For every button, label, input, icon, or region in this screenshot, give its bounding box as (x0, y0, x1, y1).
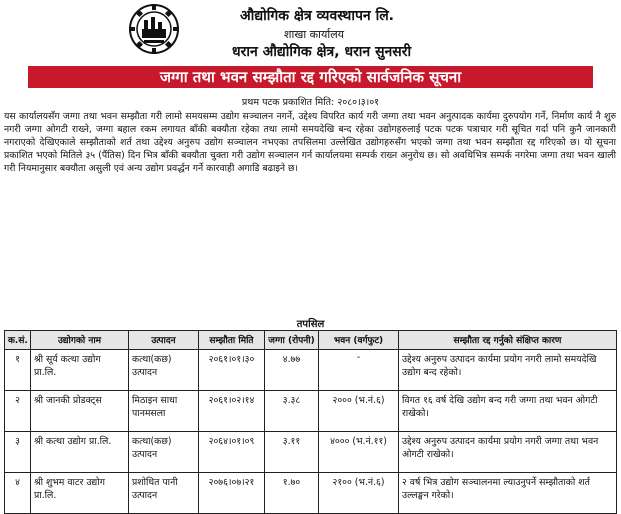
cell-sn: २ (5, 391, 31, 432)
cell-land: १.७० (265, 473, 319, 514)
branch-office-name: धरान औद्योगिक क्षेत्र, धरान सुनसरी (232, 44, 412, 60)
cell-reason: २ वर्ष भित्र उद्योग सञ्चालनमा ल्याउनुपर्ने सम्झौताको शर्त उल्लङ्घन गरेको। (399, 473, 617, 514)
table-row (5, 432, 617, 473)
col-header-reason: सम्झौता रद्द गर्नुको संक्षिप्त कारण (399, 331, 617, 350)
cell-land: ४.७७ (265, 350, 319, 391)
cell-industry-name: श्री कत्था उद्योग प्रा.लि. (31, 432, 129, 473)
organization-logo-icon (128, 3, 180, 55)
table-row (5, 391, 617, 432)
cell-industry-name: श्री शुभम वाटर उद्योग प्रा.लि. (31, 473, 129, 514)
cell-agreement-date: २०६१।०२।१४ (199, 391, 265, 432)
cell-sn: ४ (5, 473, 31, 514)
cell-land: ३.३८ (265, 391, 319, 432)
col-header-agreement-date: सम्झौता मिति (199, 331, 265, 350)
cell-land: ३.११ (265, 432, 319, 473)
cell-sn: ३ (5, 432, 31, 473)
cell-sn: १ (5, 350, 31, 391)
col-header-building: भवन (वर्गफुट) (319, 331, 399, 350)
cell-reason: उद्देश्य अनुरुप उत्पादन कार्यमा प्रयोग नगरी जग्गा तथा भवन ओगटी राखेको। (399, 432, 617, 473)
cell-agreement-date: २०७६।०७।२१ (199, 473, 265, 514)
col-header-sn: क.सं. (5, 331, 31, 350)
cell-product: प्रशोधित पानी उत्पादन (129, 473, 199, 514)
cell-building: २१०० (भ.नं.६) (319, 473, 399, 514)
notice-title-banner: जग्गा तथा भवन सम्झौता रद्द गरिएको सार्वजनिक सूचना (28, 66, 593, 88)
cell-reason: विगत १६ वर्ष देखि उद्योग बन्द गरी जग्गा तथा भवन ओगटी राखेको। (399, 391, 617, 432)
publication-date-line: प्रथम पटक प्रकाशित मिति: २०८०।३।०१ (241, 97, 380, 108)
schedule-label: तपसिल (296, 319, 325, 330)
cell-product: कत्था(कछ) उत्पादन (129, 432, 199, 473)
notice-body-paragraph: यस कार्यालयसँग जग्गा तथा भवन सम्झौता गरी लामो समयसम्म उद्योग सञ्चालन नगर्ने, उद्देश्य विपरित कार्य गरी जग्गा तथा भवन अनुत्पादक कार्यमा दुरुपयोग गर्ने, निर्माण कार्य नै शुरु नगरी जग्गा ओगटी राख्ने, जग्गा बहाल रकम लगायत बाँकी बक्यौता रहेका तथा लामो समयदेखि बन्द रहेका उद्योगहरुलाई पटक पटक पत्राचार गरी सूचित गर्दा पनि कुनै जानकारी नगराएको देखिएकाले सम्झौताको शर्त तथा उद्देश्य अनुरुप उद्योग सञ्चालन नभएका तपसिलमा उल्लेखित उद्योगहरुसँग भएको जग्गा तथा भवन सम्झौता रद्द गरिएको छ। यो सूचना प्रकाशित भएको मितिले ३५ (पैंतिस) दिन भित्र बाँकी बक्यौता चुक्ता गरी उद्योग सञ्चालन गर्न कार्यालयमा सम्पर्क राख्न अनुरोध छ। सो अवधिभित्र सम्पर्क नगरेमा जग्गा तथा भवन खाली गरी नियमानुसार बक्यौता असुली एवं अन्य उद्योग प्रवर्द्धन गर्ने कारवाही अगाडि बढाइने छ। (4, 111, 616, 175)
cell-product: कत्था(कछ) उत्पादन (129, 350, 199, 391)
cell-product: मिठाइन साधा पानमसला (129, 391, 199, 432)
col-header-industry-name: उद्योगको नाम (31, 331, 129, 350)
cell-building: २००० (भ.नं.६) (319, 391, 399, 432)
schedule-header-row (5, 331, 617, 350)
cell-industry-name: श्री सूर्य कत्था उद्योग प्रा.लि. (31, 350, 129, 391)
cell-reason: उद्देश्य अनुरुप उत्पादन कार्यमा प्रयोग नगरी लामो समयदेखि उद्योग बन्द रहेको। (399, 350, 617, 391)
cell-agreement-date: २०६४।०१।०९ (199, 432, 265, 473)
col-header-land: जग्गा (रोपनी) (265, 331, 319, 350)
cell-building: ४००० (भ.नं.११) (319, 432, 399, 473)
cell-agreement-date: २०६१।०१।३० (199, 350, 265, 391)
table-row (5, 473, 617, 514)
branch-office-label: शाखा कार्यालय (284, 28, 345, 41)
organization-name: औद्योगिक क्षेत्र व्यवस्थापन लि. (240, 8, 395, 24)
cell-building: - (319, 350, 399, 391)
schedule-table (4, 330, 617, 514)
cell-industry-name: श्री जानकी प्रोडक्ट्स (31, 391, 129, 432)
col-header-product: उत्पादन (129, 331, 199, 350)
table-row (5, 350, 617, 391)
